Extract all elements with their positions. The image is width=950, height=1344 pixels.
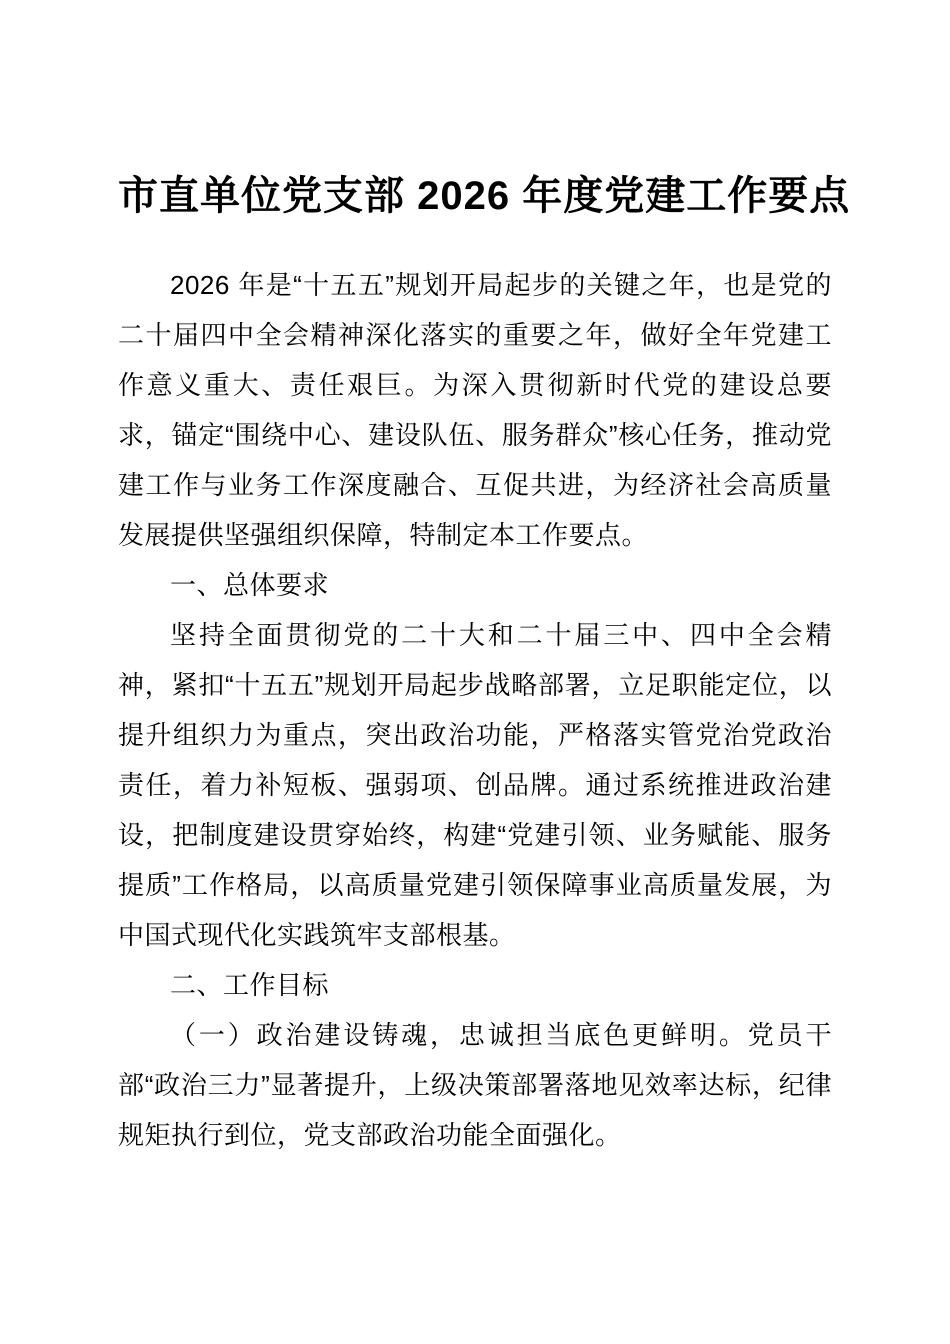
section-2-paragraph: （一）政治建设铸魂，忠诚担当底色更鲜明。党员干部“政治三力”显著提升，上级决策部署落地见效率达标，纪律规矩执行到位，党支部政治功能全面强化。: [118, 1020, 832, 1150]
section-heading-2: 二、工作目标: [170, 970, 330, 1000]
section-1-paragraph: 坚持全面贯彻党的二十大和二十届三中、四中全会精神，紧扣“十五五”规划开局起步战略部署，立足职能定位，以提升组织力为重点，突出政治功能，严格落实管党治党政治责任，着力补短板、强弱项、创品牌。通过系统推进政治建设，把制度建设贯穿始终，构建“党建引领、业务赋能、服务提质”工作格局，以高质量党建引领保障事业高质量发展，为中国式现代化实践筑牢支部根基。: [118, 620, 832, 950]
intro-paragraph: 2026 年是“十五五”规划开局起步的关键之年，也是党的二十届四中全会精神深化落实的重要之年，做好全年党建工作意义重大、责任艰巨。为深入贯彻新时代党的建设总要求，锚定“围绕中心、建设队伍、服务群众”核心任务，推动党建工作与业务工作深度融合、互促共进，为经济社会高质量发展提供坚强组织保障，特制定本工作要点。: [118, 270, 832, 550]
document-title: 市直单位党支部 2026 年度党建工作要点: [118, 174, 851, 218]
section-heading-1: 一、总体要求: [170, 570, 330, 600]
